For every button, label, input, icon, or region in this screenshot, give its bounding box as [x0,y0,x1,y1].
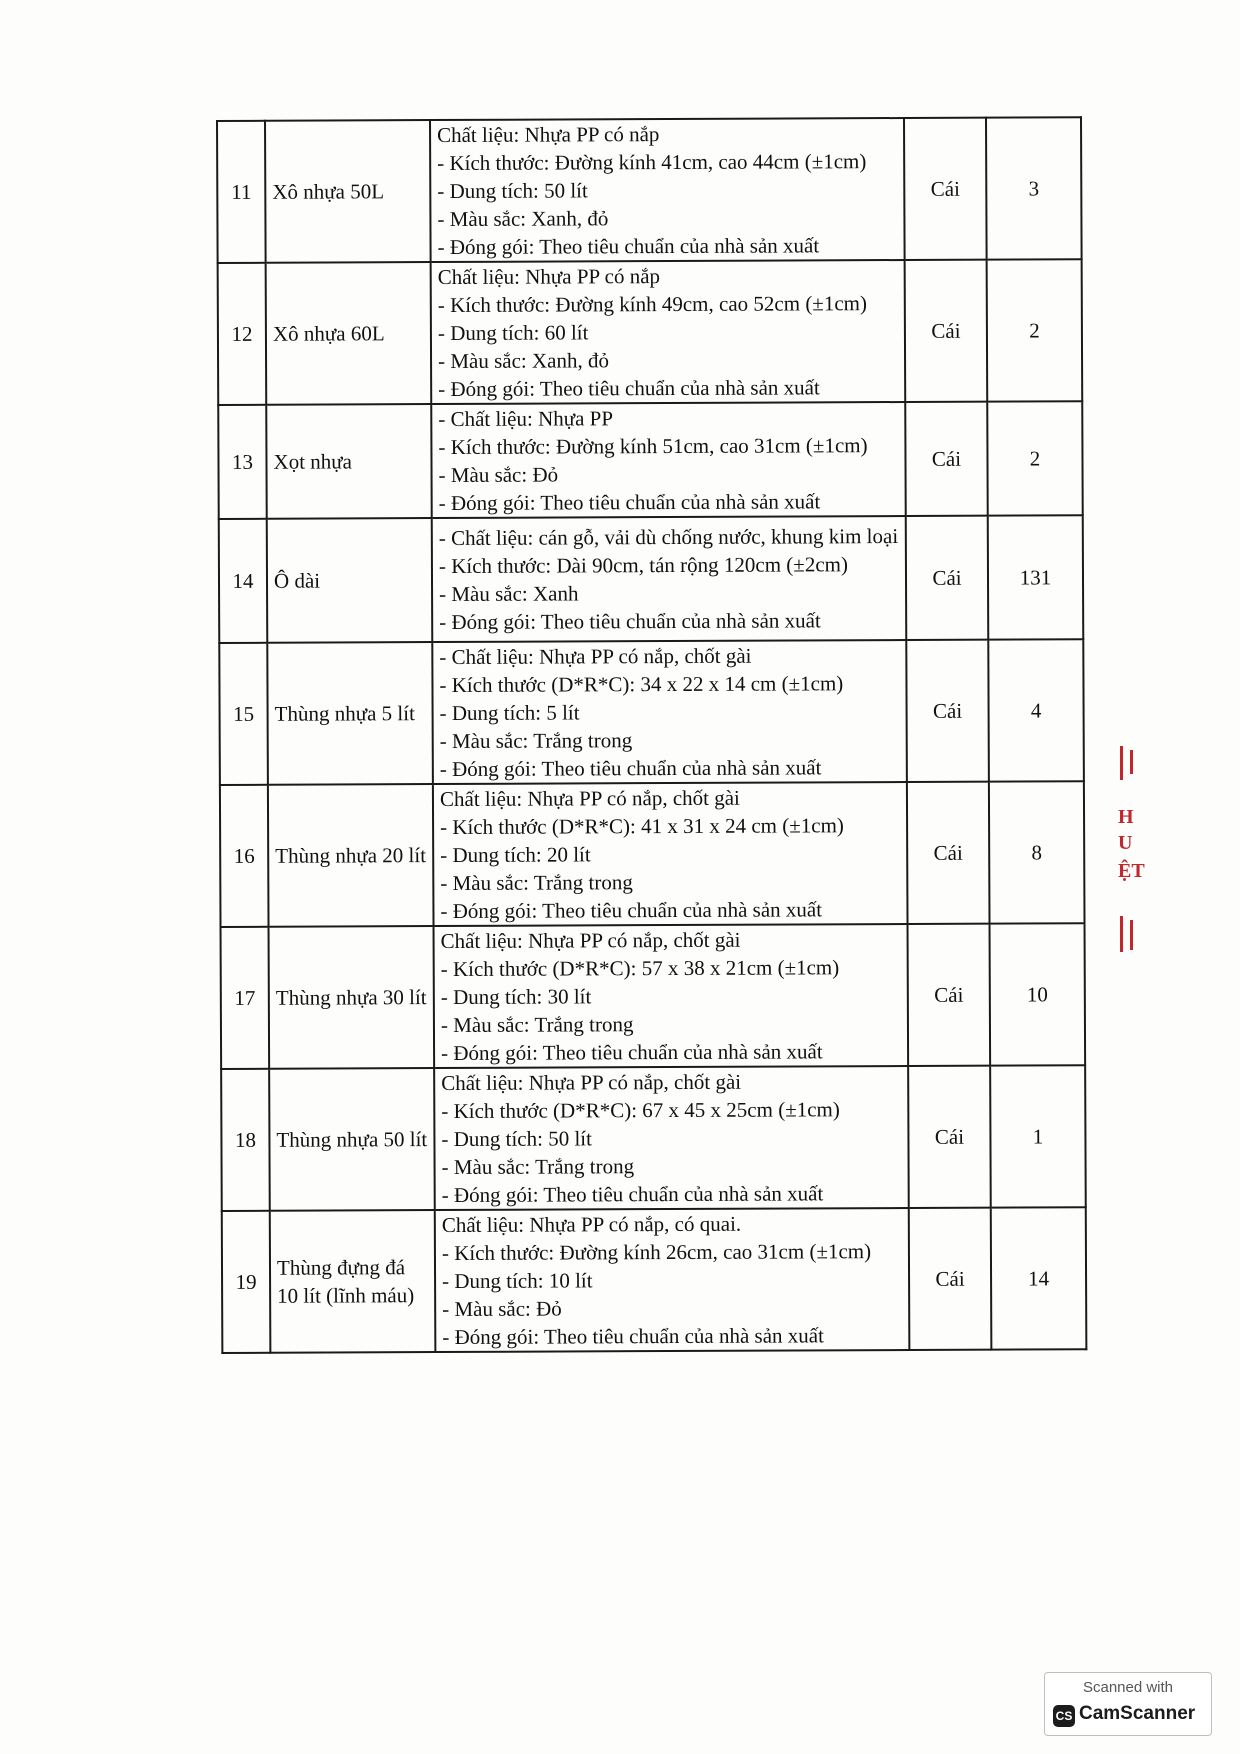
stamp-mark [1130,750,1133,774]
spec-line: Chất liệu: Nhựa PP có nắp, chốt gài [439,785,740,812]
item-specification [430,118,905,262]
item-specification [431,402,905,518]
spec-line: - Màu sắc: Xanh, đỏ [438,348,609,374]
row-number: 14 [219,519,268,643]
spec-line: - Đóng gói: Theo tiêu chuẩn của nhà sản xuất [441,1039,823,1066]
spec-line: - Dung tích: 5 lít [439,700,580,726]
item-name: Thùng nhựa 30 lít [269,926,435,1069]
quantity: 10 [990,923,1086,1065]
row-number: 11 [217,121,266,263]
item-name: Thùng đựng đá 10 lít (lĩnh máu) [270,1210,436,1353]
quantity: 131 [988,515,1084,639]
item-name: Ô dài [267,518,433,643]
spec-line: - Dung tích: 10 lít [442,1268,593,1294]
item-name: Xô nhựa 50L [265,120,431,263]
row-number: 15 [219,643,268,785]
unit-of-measure: Cái [907,782,990,924]
camscanner-watermark [1044,1672,1212,1736]
spec-line: - Đóng gói: Theo tiêu chuẩn của nhà sản xuất [439,755,822,782]
stamp-mark [1130,920,1133,950]
unit-of-measure: Cái [906,640,989,782]
unit-of-measure: Cái [908,1066,991,1208]
unit-of-measure: Cái [909,1208,992,1350]
table-row [221,1065,1086,1211]
spec-line: Chất liệu: Nhựa PP có nắp, có quai. [441,1211,742,1238]
item-name: Thùng nhựa 20 lít [268,784,434,927]
spec-line: - Dung tích: 30 lít [440,984,592,1010]
item-name: Xọt nhựa [266,404,431,519]
spec-line: Chất liệu: Nhựa PP có nắp [437,264,661,290]
stamp-text: U [1118,832,1133,854]
spec-line: - Đóng gói: Theo tiêu chuẩn của nhà sản xuất [442,1323,824,1350]
table-row [221,923,1086,1069]
quantity: 2 [987,401,1082,515]
spec-table-body [217,117,1086,1353]
spec-line: - Đóng gói: Theo tiêu chuẩn của nhà sản xuất [440,897,823,924]
item-specification [434,924,909,1068]
spec-line: - Màu sắc: Trắng trong [440,870,633,896]
unit-of-measure: Cái [908,924,991,1066]
spec-line: - Kích thước (D*R*C): 41 x 31 x 24 cm (±1cm) [440,813,844,840]
spec-line: - Đóng gói: Theo tiêu chuẩn của nhà sản xuất [438,375,820,402]
spec-line: Chất liệu: Nhựa PP có nắp [437,122,660,148]
table-row [218,259,1083,405]
table-row [219,639,1084,785]
spec-line: - Dung tích: 60 lít [437,320,589,346]
spec-line: - Màu sắc: Đỏ [438,462,559,488]
stamp-mark [1120,746,1123,780]
unit-of-measure: Cái [906,516,989,640]
watermark-brand: CamScanner [1079,1703,1196,1724]
quantity: 3 [986,117,1082,259]
spec-line: - Màu sắc: Xanh [439,581,579,607]
table-row [218,401,1082,519]
spec-line: - Kích thước (D*R*C): 34 x 22 x 14 cm (±1cm) [439,671,844,698]
item-specification [435,1208,910,1352]
spec-line: - Đóng gói: Theo tiêu chuẩn của nhà sản xuất [437,233,820,260]
camscanner-logo-icon: CS [1053,1705,1075,1727]
table-row [222,1207,1087,1353]
quantity: 8 [989,781,1085,923]
spec-line: - Đóng gói: Theo tiêu chuẩn của nhà sản xuất [441,1181,824,1208]
spec-line: - Chất liệu: cán gỗ, vải dù chống nước, khung kim loại [438,524,899,551]
spec-line: - Dung tích: 50 lít [437,178,588,204]
red-stamp-fragment [1114,740,1150,960]
table-row [217,117,1082,263]
spec-line: - Kích thước: Đường kính 49cm, cao 52cm (±1cm) [437,291,868,318]
spec-line: - Màu sắc: Đỏ [442,1296,562,1322]
row-number: 12 [218,263,267,405]
spec-line: - Kích thước: Đường kính 26cm, cao 31cm (±1cm) [441,1239,872,1266]
row-number: 19 [222,1211,271,1353]
product-spec-table [216,116,1087,1354]
table-row [220,781,1085,927]
spec-line: - Đóng gói: Theo tiêu chuẩn của nhà sản xuất [438,489,821,516]
quantity: 14 [991,1207,1087,1349]
unit-of-measure: Cái [905,402,987,516]
item-specification [434,1066,909,1210]
spec-line: - Dung tích: 50 lít [441,1126,592,1152]
item-specification [432,516,907,642]
row-number: 17 [221,927,270,1069]
item-specification [433,782,908,926]
spec-line: - Đóng gói: Theo tiêu chuẩn của nhà sản xuất [439,608,821,635]
row-number: 18 [221,1069,270,1211]
spec-line: - Kích thước (D*R*C): 57 x 38 x 21cm (±1cm) [440,955,840,982]
spec-line: - Chất liệu: Nhựa PP [438,406,614,432]
item-specification [431,260,906,404]
spec-line: - Màu sắc: Trắng trong [440,1012,634,1038]
spec-line: Chất liệu: Nhựa PP có nắp, chốt gài [441,1069,742,1096]
stamp-mark [1120,916,1123,952]
quantity: 2 [987,259,1083,401]
table-row [219,515,1084,643]
spec-line: Chất liệu: Nhựa PP có nắp, chốt gài [440,927,741,954]
unit-of-measure: Cái [905,260,988,402]
unit-of-measure: Cái [904,118,987,260]
spec-line: - Kích thước: Đường kính 51cm, cao 31cm (±1cm) [438,433,868,460]
item-name: Thùng nhựa 50 lít [269,1068,435,1211]
spec-line: - Dung tích: 20 lít [440,842,591,868]
spec-line: - Màu sắc: Trắng trong [441,1154,635,1180]
spec-line: - Màu sắc: Xanh, đỏ [437,206,609,232]
item-name: Thùng nhựa 5 lít [267,642,433,785]
watermark-caption: Scanned with [1082,1679,1174,1696]
stamp-text: ỆT [1118,860,1145,882]
item-specification [432,640,907,784]
spec-line: - Chất liệu: Nhựa PP có nắp, chốt gài [439,643,752,670]
spec-line: - Kích thước (D*R*C): 67 x 45 x 25cm (±1cm) [441,1097,840,1124]
quantity: 1 [990,1065,1086,1207]
item-name: Xô nhựa 60L [266,262,432,405]
stamp-text: H [1118,806,1134,828]
spec-line: - Kích thước: Dài 90cm, tán rộng 120cm (±2cm) [438,552,848,579]
spec-line: - Màu sắc: Trắng trong [439,728,633,754]
spec-line: - Kích thước: Đường kính 41cm, cao 44cm (±1cm) [437,149,867,176]
row-number: 16 [220,785,269,927]
quantity: 4 [988,639,1084,781]
row-number: 13 [218,405,266,519]
